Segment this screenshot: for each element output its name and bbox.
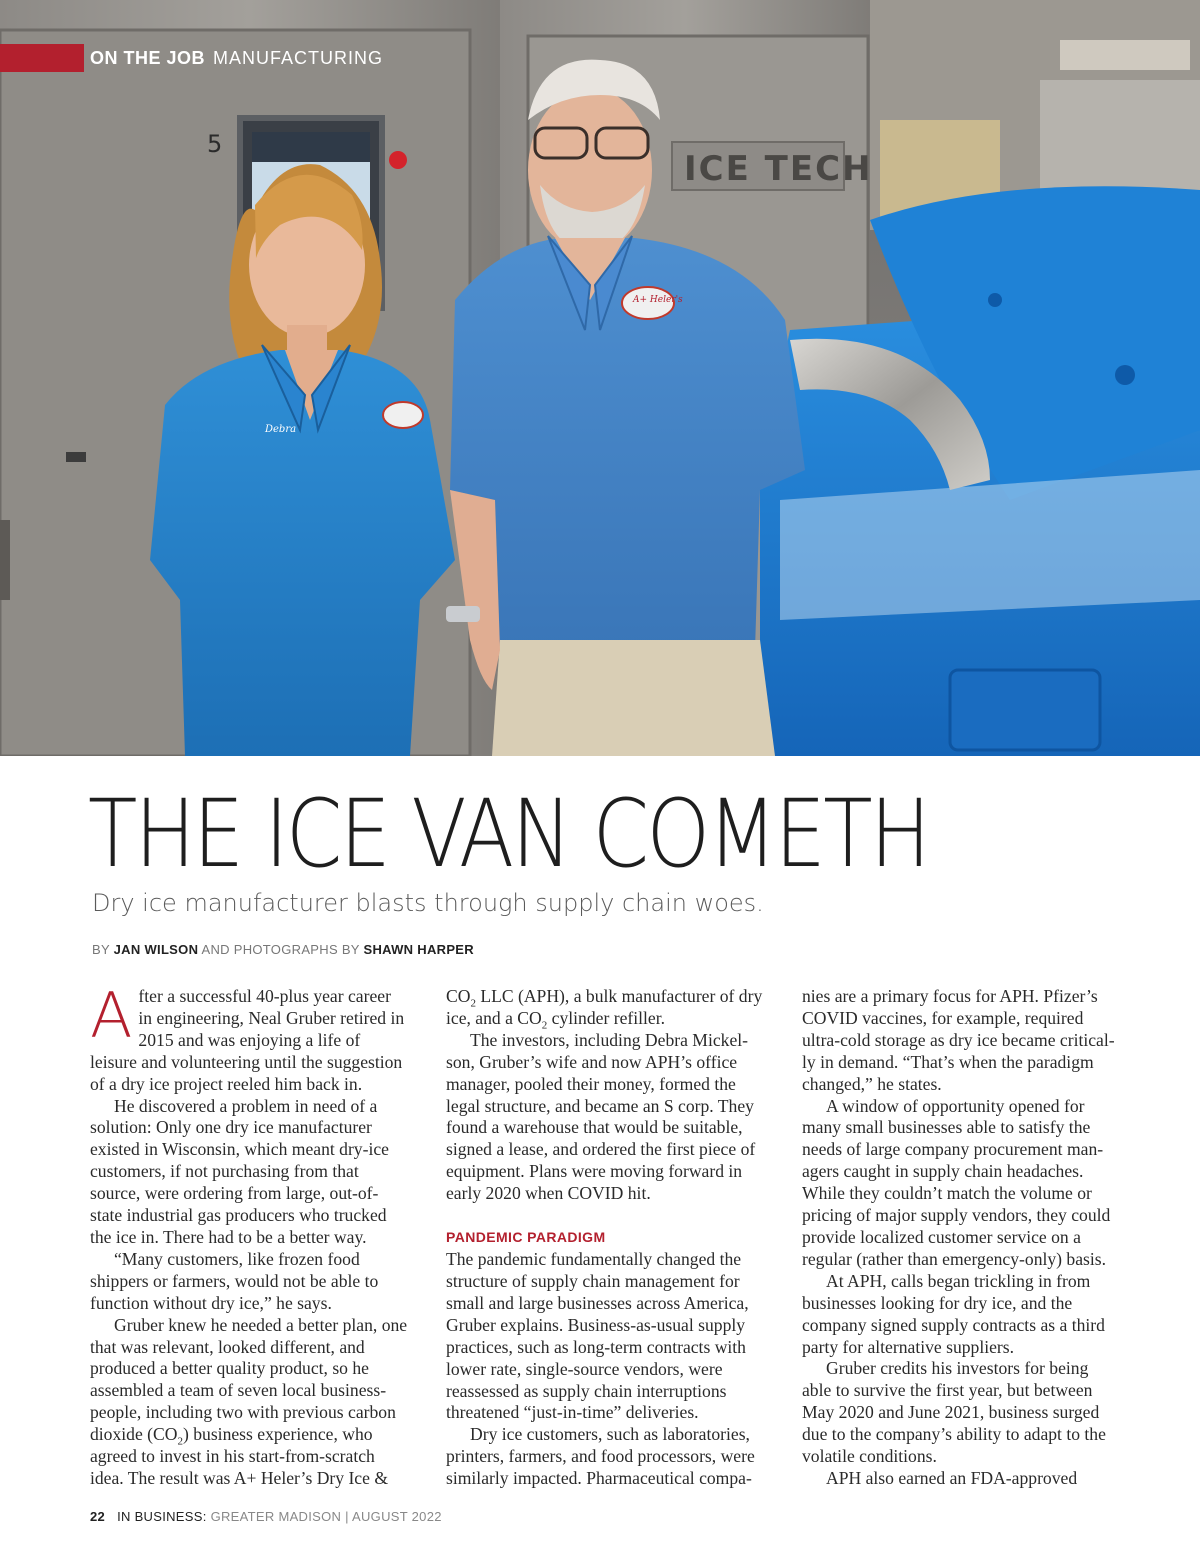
paragraph: Dry ice customers, such as laboratories, printers, farmers, and food processors, were similarly impacted. Pharmaceutical compa- xyxy=(446,1424,755,1489)
paragraph-text: fter a successful 40-plus year career in engineering, Neal Gruber retired in 2015 and was enjoying a life of leisure and volunteering until the suggestion of a dry ice project reeled him back in. xyxy=(90,986,405,1094)
paragraph: nies are a primary focus for APH. Pfizer’s COVID vaccines, for example, required ultra-cold storage as dry ice became critical-ly in demand. “That’s when the paradigm changed,” he states. xyxy=(802,986,1115,1094)
paragraph: Gruber credits his investors for being able to survive the first year, but between May 2020 and June 2021, business surged due to the company’s ability to adapt to the volatile conditions. xyxy=(802,1358,1106,1467)
article-deck: Dry ice manufacturer blasts through supply chain woes. xyxy=(92,889,764,917)
machine-number: 5 xyxy=(207,130,223,158)
page-footer xyxy=(90,1509,442,1524)
paragraph-text: cylinder refiller. xyxy=(547,1007,665,1028)
section-tag xyxy=(0,44,383,72)
byline-photographer: SHAWN HARPER xyxy=(363,942,474,957)
byline xyxy=(92,942,474,957)
paragraph: APH also earned an FDA-approved xyxy=(826,1467,1078,1488)
paragraph: The pandemic fundamentally changed the structure of supply chain management for small and large businesses across America, Gruber explains. Business-as-usual supply practices, such as long-term contracts with lower rate, single-source vendors, were reassessed as supply chain interruptions threatened “just-in-time” deliveries. xyxy=(446,1249,749,1423)
magazine-name: IN BUSINESS: xyxy=(117,1509,207,1524)
article-column-1 xyxy=(90,979,408,1490)
hero-photo xyxy=(0,0,1200,756)
byline-photos-label: AND PHOTOGRAPHS BY xyxy=(201,942,360,957)
drop-cap: A xyxy=(90,979,133,1052)
paragraph xyxy=(446,986,772,1030)
paragraph-text: Gruber knew he needed a better plan, one that was relevant, looked different, and produced a better quality product, so he assembled a team of seven local business-people, including two with previous carbon dioxide (CO xyxy=(90,1314,408,1445)
byline-by: BY xyxy=(92,942,110,957)
byline-author: JAN WILSON xyxy=(113,942,199,957)
section-tag-sub: MANUFACTURING xyxy=(213,47,384,68)
edition-info: GREATER MADISON | AUGUST 2022 xyxy=(210,1509,442,1524)
paragraph-text: ) business experience, who agreed to invest in his start-from-scratch idea. The result was A+ Heler’s Dry Ice & xyxy=(90,1424,389,1488)
page-number: 22 xyxy=(90,1509,106,1524)
section-tag-main: ON THE JOB xyxy=(90,47,206,68)
article-column-3 xyxy=(802,986,1122,1490)
paragraph xyxy=(90,979,408,1096)
section-subhead: PANDEMIC PARADIGM xyxy=(446,1229,606,1246)
paragraph: The investors, including Debra Mickel-son, Gruber’s wife and now APH’s office manager, pooled their money, formed the legal structure, and became an S corp. They found a warehouse that would be suitable, signed a lease, and ordered the first piece of equipment. Plans were moving forward in early 2020 when COVID hit. xyxy=(446,1029,756,1204)
paragraph: A window of opportunity opened for many small businesses able to satisfy the needs of large company procurement man-agers caught in supply chain headaches. While they couldn’t match the volume or pricing of major supply vendors, they could provide localized customer service on a regular (rather than emergency-only) basis. xyxy=(802,1095,1111,1269)
article-headline: THE ICE VAN COMETH xyxy=(88,780,929,889)
subscript: 2 xyxy=(541,1019,548,1032)
paragraph: He discovered a problem in need of a solution: Only one dry ice manufacturer existed in Wisconsin, which meant dry-ice customers, if not purchasing from that source, were ordering from large, out-of-state industrial gas producers who trucked the ice in. There had to be a better way. xyxy=(90,1095,389,1247)
article-column-2 xyxy=(446,986,772,1490)
paragraph: “Many customers, like frozen food shippers or farmers, would not be able to function without dry ice,” he says. xyxy=(90,1248,379,1313)
paragraph-text: CO xyxy=(446,986,471,1006)
machine-brand: ICE TECH xyxy=(684,149,873,189)
paragraph xyxy=(90,1315,408,1490)
subscript: 2 xyxy=(177,1435,183,1448)
section-red-bar xyxy=(0,44,84,72)
woman-name-embroidery: Debra xyxy=(265,424,297,435)
man-logo-embroidery: A+ Heler's xyxy=(633,295,683,305)
subscript: 2 xyxy=(470,997,476,1010)
paragraph: At APH, calls began trickling in from businesses looking for dry ice, and the company signed supply contracts as a third party for alternative suppliers. xyxy=(802,1270,1105,1357)
paragraph-text: LLC (APH), a bulk manufacturer of dry ice, and a CO xyxy=(446,986,763,1028)
hero-photo-illustration xyxy=(0,0,1200,756)
